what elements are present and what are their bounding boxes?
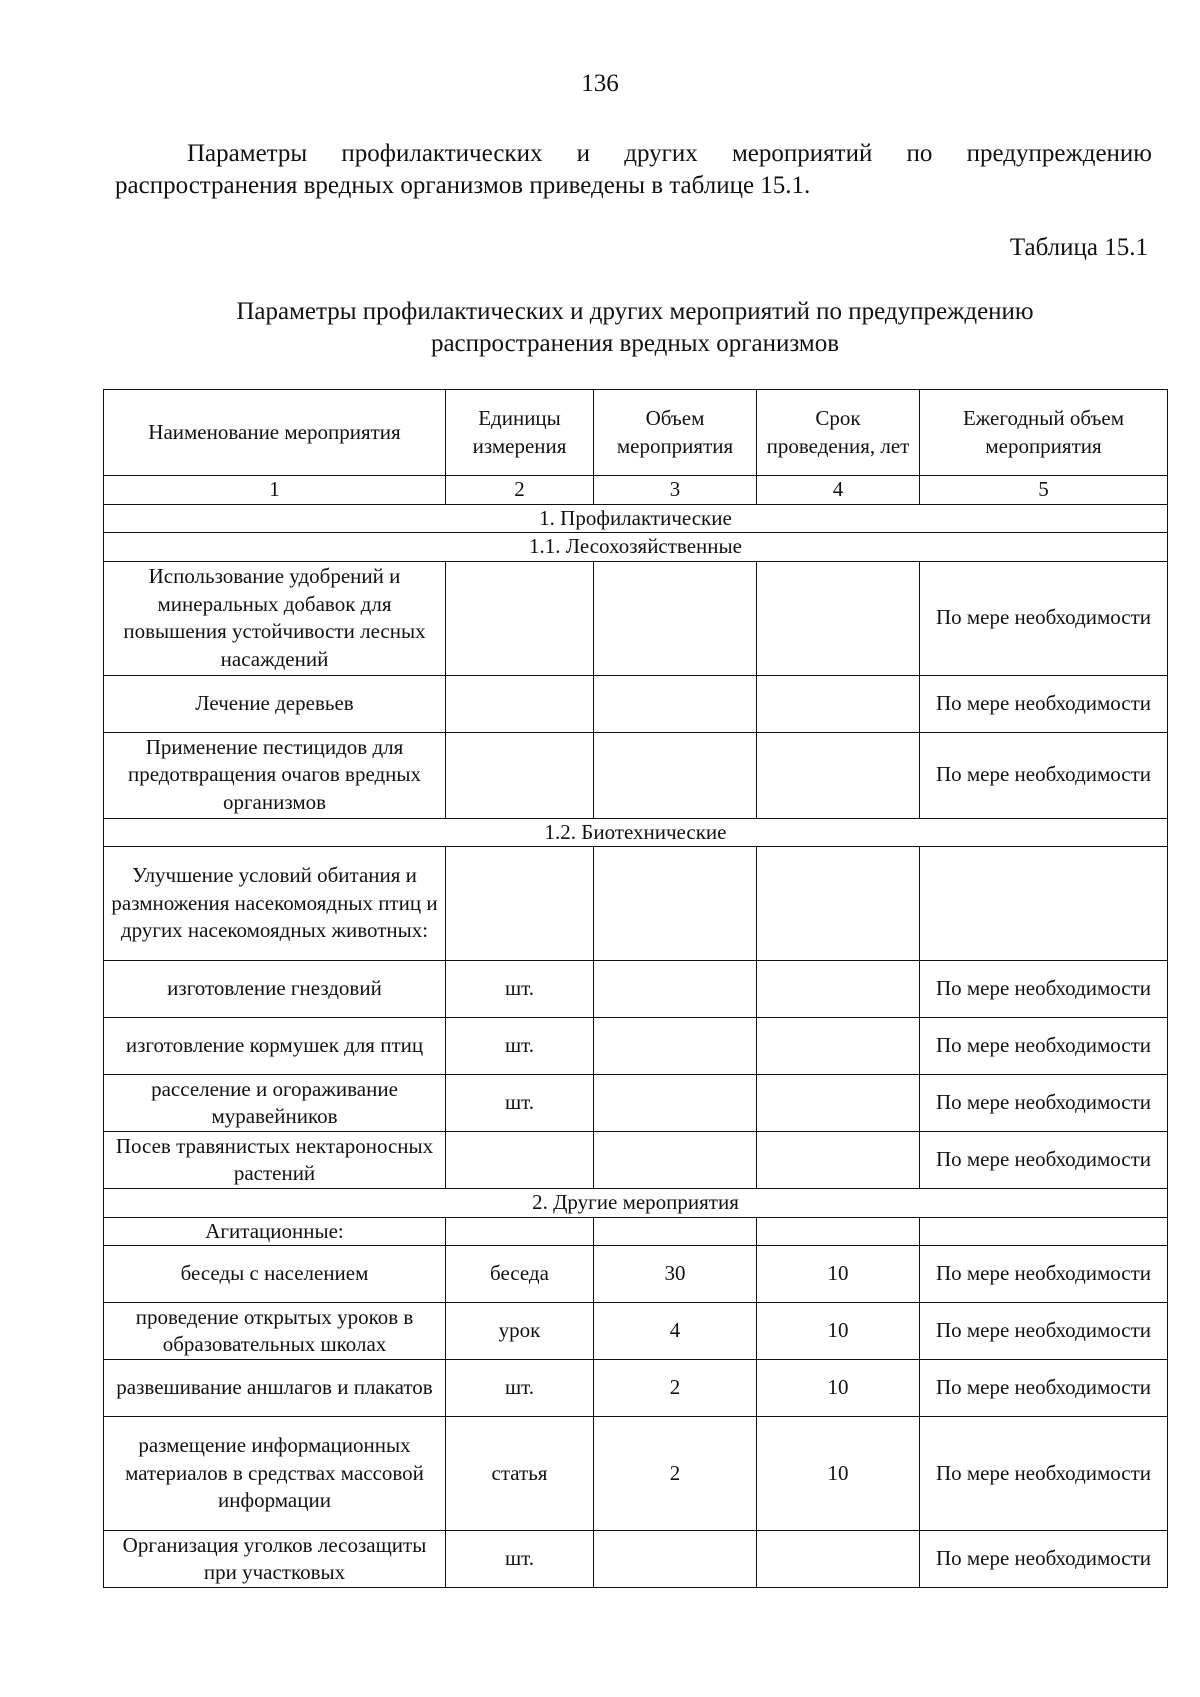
cell-unit: шт. <box>446 1018 594 1075</box>
table-row <box>104 1246 1168 1303</box>
cell-unit: шт. <box>446 1360 594 1417</box>
cell-name: Организация уголков лесозащиты при участковых <box>104 1531 446 1588</box>
header-annual: Ежегодный объем мероприятия <box>920 390 1168 476</box>
cell-unit <box>446 732 594 818</box>
cell-name: развешивание аншлагов и плакатов <box>104 1360 446 1417</box>
cell-name: Улучшение условий обитания и размножения насекомоядных птиц и других насекомоядных животных: <box>104 847 446 961</box>
cell-annual: По мере необходимости <box>920 1246 1168 1303</box>
cell-volume: 4 <box>594 1303 757 1360</box>
table-title <box>0 296 1200 360</box>
section-title: 1.1. Лесохозяйственные <box>104 533 1168 562</box>
table-row <box>104 1018 1168 1075</box>
cell-volume <box>594 1075 757 1132</box>
table-row <box>104 1217 1168 1246</box>
cell-term: 10 <box>757 1360 920 1417</box>
cell-volume <box>594 847 757 961</box>
section-title: 1.2. Биотехнические <box>104 818 1168 847</box>
header-unit: Единицы измерения <box>446 390 594 476</box>
section-row <box>104 818 1168 847</box>
cell-volume: 2 <box>594 1417 757 1531</box>
cell-name: расселение и огораживание муравейников <box>104 1075 446 1132</box>
column-number: 1 <box>104 476 446 505</box>
cell-name: Агитационные: <box>104 1217 446 1246</box>
cell-term <box>757 1018 920 1075</box>
cell-volume <box>594 961 757 1018</box>
cell-volume: 2 <box>594 1360 757 1417</box>
section-row <box>104 533 1168 562</box>
section-row <box>104 1189 1168 1218</box>
cell-term: 10 <box>757 1246 920 1303</box>
cell-unit: шт. <box>446 961 594 1018</box>
cell-name: изготовление кормушек для птиц <box>104 1018 446 1075</box>
table-row <box>104 961 1168 1018</box>
cell-term <box>757 561 920 675</box>
cell-unit: шт. <box>446 1075 594 1132</box>
cell-volume <box>594 675 757 732</box>
cell-annual: По мере необходимости <box>920 1303 1168 1360</box>
cell-unit <box>446 1132 594 1189</box>
column-number: 2 <box>446 476 594 505</box>
cell-term: 10 <box>757 1417 920 1531</box>
table-row <box>104 1132 1168 1189</box>
cell-volume <box>594 561 757 675</box>
cell-name: размещение информационных материалов в средствах массовой информации <box>104 1417 446 1531</box>
cell-term <box>757 1531 920 1588</box>
cell-name: Применение пестицидов для предотвращения очагов вредных организмов <box>104 732 446 818</box>
cell-term <box>757 1132 920 1189</box>
table-title-line-2: распространения вредных организмов <box>430 330 840 357</box>
cell-name: Использование удобрений и минеральных добавок для повышения устойчивости лесных насаждений <box>104 561 446 675</box>
cell-name: проведение открытых уроков в образовательных школах <box>104 1303 446 1360</box>
cell-annual: По мере необходимости <box>920 1360 1168 1417</box>
cell-annual <box>920 1217 1168 1246</box>
cell-volume <box>594 1018 757 1075</box>
cell-volume: 30 <box>594 1246 757 1303</box>
page-number: 136 <box>581 70 619 97</box>
cell-name: Лечение деревьев <box>104 675 446 732</box>
table-row <box>104 1075 1168 1132</box>
cell-unit: шт. <box>446 1531 594 1588</box>
table-label: Таблица 15.1 <box>1009 234 1148 261</box>
cell-annual: По мере необходимости <box>920 1075 1168 1132</box>
cell-unit <box>446 847 594 961</box>
header-volume: Объем мероприятия <box>594 390 757 476</box>
cell-name: беседы с населением <box>104 1246 446 1303</box>
column-number: 3 <box>594 476 757 505</box>
cell-volume <box>594 732 757 818</box>
cell-annual: По мере необходимости <box>920 1417 1168 1531</box>
column-number-row <box>104 476 1168 505</box>
cell-term <box>757 1075 920 1132</box>
table-title-line-1: Параметры профилактических и других мероприятий по предупреждению <box>236 298 1034 325</box>
section-row <box>104 504 1168 533</box>
table-row <box>104 847 1168 961</box>
measures-table <box>103 389 1168 1588</box>
cell-term <box>757 732 920 818</box>
header-name: Наименование мероприятия <box>104 390 446 476</box>
table-row <box>104 1531 1168 1588</box>
cell-annual: По мере необходимости <box>920 561 1168 675</box>
header-term: Срок проведения, лет <box>757 390 920 476</box>
cell-unit <box>446 1217 594 1246</box>
cell-annual: По мере необходимости <box>920 1132 1168 1189</box>
cell-term <box>757 675 920 732</box>
table-row <box>104 561 1168 675</box>
cell-annual: По мере необходимости <box>920 961 1168 1018</box>
cell-name: изготовление гнездовий <box>104 961 446 1018</box>
table-header-row <box>104 390 1168 476</box>
cell-term: 10 <box>757 1303 920 1360</box>
cell-annual: По мере необходимости <box>920 1531 1168 1588</box>
intro-paragraph: Параметры профилактических и других мероприятий по предупреждению распространения вредных организмов приведены в таблице 15.1. <box>115 140 1152 199</box>
table-row <box>104 1417 1168 1531</box>
cell-volume <box>594 1531 757 1588</box>
section-title: 2. Другие мероприятия <box>104 1189 1168 1218</box>
cell-annual: По мере необходимости <box>920 675 1168 732</box>
table-row <box>104 1360 1168 1417</box>
cell-volume <box>594 1217 757 1246</box>
table-row <box>104 675 1168 732</box>
cell-annual: По мере необходимости <box>920 1018 1168 1075</box>
cell-name: Посев травянистых нектароносных растений <box>104 1132 446 1189</box>
table-row <box>104 732 1168 818</box>
cell-annual: По мере необходимости <box>920 732 1168 818</box>
cell-unit: беседа <box>446 1246 594 1303</box>
cell-term <box>757 1217 920 1246</box>
cell-volume <box>594 1132 757 1189</box>
cell-term <box>757 961 920 1018</box>
cell-term <box>757 847 920 961</box>
cell-unit: урок <box>446 1303 594 1360</box>
table-row <box>104 1303 1168 1360</box>
cell-annual <box>920 847 1168 961</box>
column-number: 5 <box>920 476 1168 505</box>
cell-unit: статья <box>446 1417 594 1531</box>
column-number: 4 <box>757 476 920 505</box>
section-title: 1. Профилактические <box>104 504 1168 533</box>
cell-unit <box>446 675 594 732</box>
cell-unit <box>446 561 594 675</box>
